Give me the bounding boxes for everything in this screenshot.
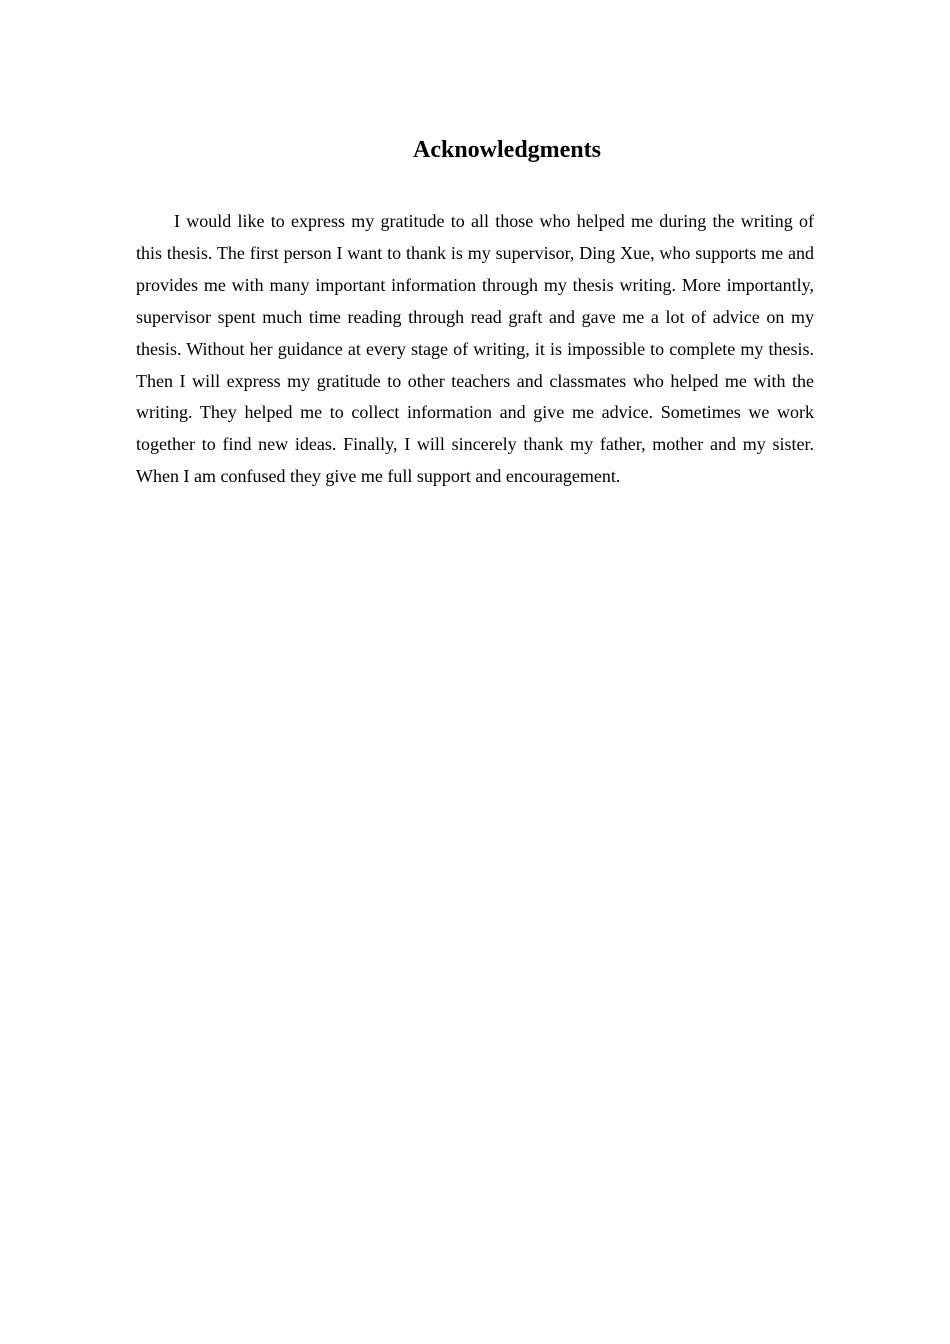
page-title: Acknowledgments bbox=[412, 137, 601, 163]
acknowledgment-paragraph: I would like to express my gratitude to all those who helped me during the writing of this thesis. The first person I want to thank is my supervisor, Ding Xue, who supports me and provides me with many important information through my thesis writing. More importantly, supervisor spent much time reading through read graft and gave me a lot of advice on my thesis. Without her guidance at every stage of writing, it is impossible to complete my thesis. Then I will express my gratitude to other teachers and classmates who helped me with the writing. They helped me to collect information and give me advice. Sometimes we work together to find new ideas. Finally, I will sincerely thank my father, mother and my sister. When I am confused they give me full support and encouragement. bbox=[136, 211, 814, 487]
